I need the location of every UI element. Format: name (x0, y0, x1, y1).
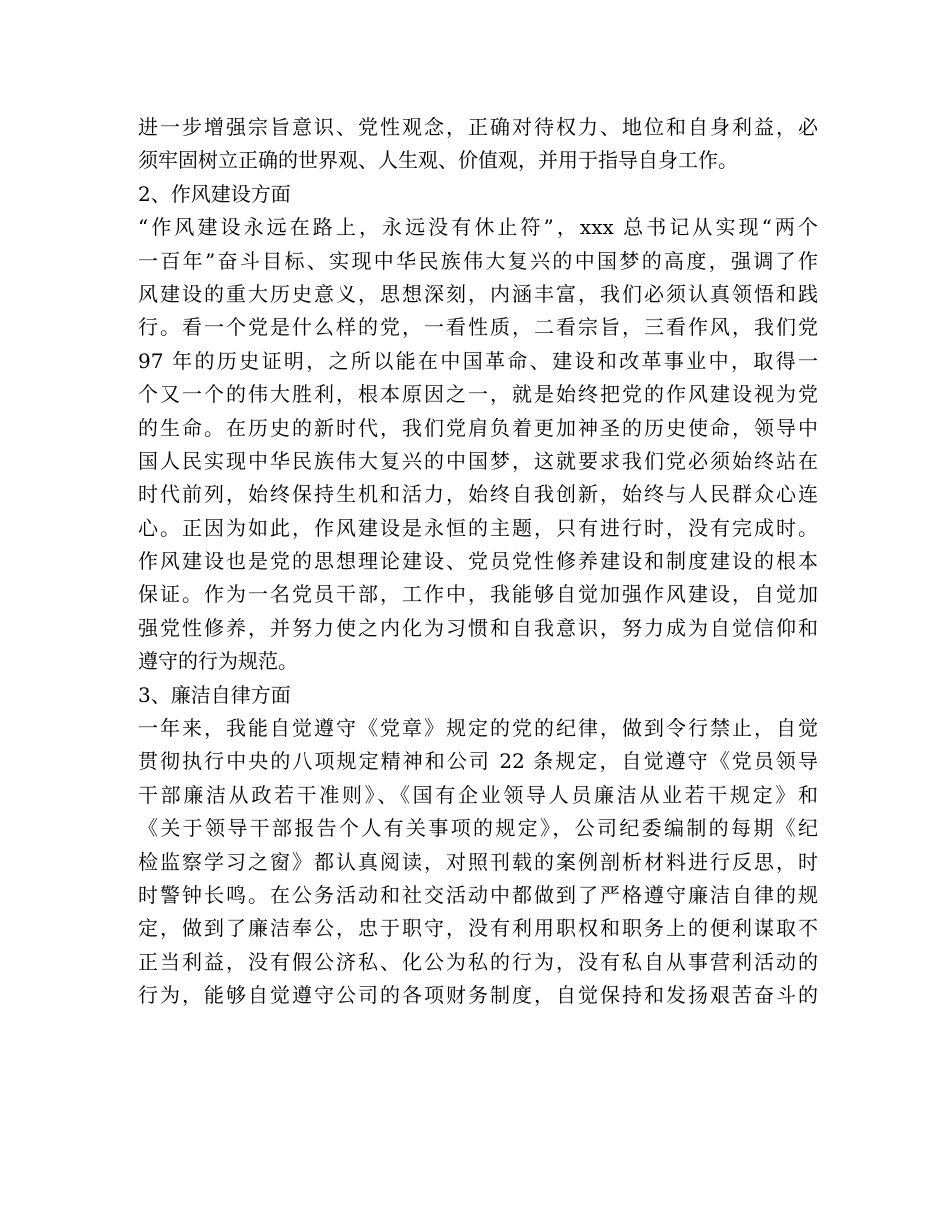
text-line: 时警钟长鸣。在公务活动和社交活动中都做到了严格遵守廉洁自律的规 (138, 882, 818, 907)
text-line: 干部廉洁从政若干准则》、《国有企业领导人员廉洁从业若干规定》和 (138, 782, 818, 807)
text-line: 心。正因为如此，作风建设是永恒的主题，只有进行时，没有完成时。 (138, 515, 818, 540)
section-heading: 3、廉洁自律方面 (138, 682, 291, 707)
text-line: 遵守的行为规范。 (138, 649, 298, 674)
section-heading: 2、作风建设方面 (138, 181, 291, 206)
text-line: 的生命。在历史的新时代，我们党肩负着更加神圣的历史使命，领导中 (138, 415, 818, 440)
text-line: 一百年”奋斗目标、实现中华民族伟大复兴的中国梦的高度，强调了作 (138, 248, 818, 273)
text-line: 强党性修养，并努力使之内化为习惯和自我意识，努力成为自觉信仰和 (138, 615, 818, 640)
text-line: 个又一个的伟大胜利，根本原因之一，就是始终把党的作风建设视为党 (138, 382, 818, 407)
text-line: 时代前列，始终保持生机和活力，始终自我创新，始终与人民群众心连 (138, 482, 818, 507)
text-line: 须牢固树立正确的世界观、人生观、价值观，并用于指导自身工作。 (138, 148, 738, 173)
text-line: 正当利益，没有假公济私、化公为私的行为，没有私自从事营利活动的 (138, 949, 818, 974)
document-body (138, 111, 818, 1013)
text-line: 行为，能够自觉遵守公司的各项财务制度，自觉保持和发扬艰苦奋斗的 (138, 983, 818, 1008)
text-line: 作风建设也是党的思想理论建设、党员党性修养建设和制度建设的根本 (138, 549, 818, 574)
text-line: “作风建设永远在路上，永远没有休止符”，xxx 总书记从实现“两个 (138, 215, 818, 240)
text-line: 一年来，我能自觉遵守《党章》规定的党的纪律，做到令行禁止，自觉 (138, 716, 818, 741)
text-line: 国人民实现中华民族伟大复兴的中国梦，这就要求我们党必须始终站在 (138, 448, 818, 473)
text-line: 贯彻执行中央的八项规定精神和公司 22 条规定，自觉遵守《党员领导 (138, 749, 818, 774)
text-line: 风建设的重大历史意义，思想深刻，内涵丰富，我们必须认真领悟和践 (138, 281, 818, 306)
text-line: 《关于领导干部报告个人有关事项的规定》，公司纪委编制的每期《纪 (138, 816, 818, 841)
text-line: 检监察学习之窗》都认真阅读，对照刊载的案例剖析材料进行反思，时 (138, 849, 818, 874)
text-line: 97 年的历史证明，之所以能在中国革命、建设和改革事业中，取得一 (138, 348, 818, 373)
text-line: 保证。作为一名党员干部，工作中，我能够自觉加强作风建设，自觉加 (138, 582, 818, 607)
text-line: 进一步增强宗旨意识、党性观念，正确对待权力、地位和自身利益，必 (138, 115, 818, 139)
text-line: 行。看一个党是什么样的党，一看性质，二看宗旨，三看作风，我们党 (138, 315, 818, 340)
text-line: 定，做到了廉洁奉公，忠于职守，没有利用职权和职务上的便利谋取不 (138, 916, 818, 941)
